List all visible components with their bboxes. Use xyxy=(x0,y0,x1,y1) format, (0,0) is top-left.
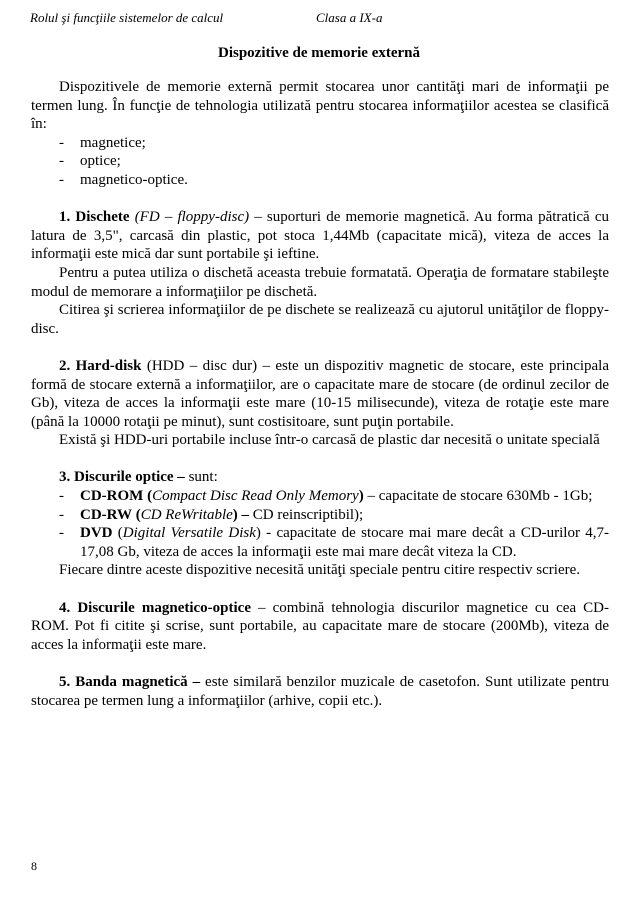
section-heading: Hard-disk xyxy=(75,357,142,374)
paragraph: Citirea şi scrierea informaţiilor de pe dischete se realizează cu ajutorul unităţilor de floppy-disc. xyxy=(31,302,609,337)
running-header-right: Clasa a IX-a xyxy=(316,10,383,25)
page-number: 8 xyxy=(31,859,37,873)
section-heading: Dischete xyxy=(75,209,130,226)
intro-paragraph: Dispozitivele de memorie externă permit stocarea unor cantităţi mari de informaţii pe termen lung. În funcţie de tehnologia utilizată pentru stocarea informaţiilor acestea se clasifică în: xyxy=(31,79,609,133)
section-number: 1. xyxy=(59,209,71,226)
page-body xyxy=(31,78,609,710)
section-number: 5. xyxy=(59,674,71,690)
section-magneto-optical: 4. Discurile magnetico-optice – combină tehnologia discurilor magnetice cu cea CD-ROM. Pot fi citite şi scrise, sunt portabile, au capacitate mare de stocare (200Mb), viteza de acces la informaţii este mare. xyxy=(31,599,610,653)
list-item: - magnetice; xyxy=(59,134,146,151)
list-item: - CD-ROM (Compact Disc Read Only Memory) – capacitate de stocare 630Mb - 1Gb; xyxy=(59,488,593,505)
list-item: - magnetico-optice. xyxy=(59,171,188,188)
section-number: 2. xyxy=(59,357,71,374)
section-number: 3. xyxy=(59,469,71,486)
running-header-left: Rolul şi funcţiile sistemelor de calcul xyxy=(30,10,224,25)
page-title: Dispozitive de memorie externă xyxy=(217,45,421,61)
section-optical: 3. Discurile optice – sunt: xyxy=(59,469,218,486)
list-item: - DVD (Digital Versatile Disk) - capacitate de stocare mai mare decât a CD-urilor 4,7-17,08 Gb, viteza de acces la informaţii este mai mare decât viteza la CD. xyxy=(59,525,610,560)
section-hard-disk: 2. Hard-disk (HDD – disc dur) – este un dispozitiv magnetic de stocare, este principala formă de stocare externă a informaţiilor, are o capacitate mare de stocare (de ordinul zecilor de Gb), viteza de acces la informaţii este mare (10-15 milisecunde), viteza de rotaţie este mare (până la 10000 rotaţii pe minut), sunt costisitoare, sunt puţin portabile. xyxy=(31,357,610,430)
section-heading: Discurile optice – xyxy=(74,469,185,486)
list-item: - optice; xyxy=(59,153,121,170)
section-abbreviation: (FD – floppy-disc) xyxy=(134,209,250,226)
list-item: - CD-RW (CD ReWritable) – CD reinscriptibil); xyxy=(59,506,364,523)
paragraph: Există şi HDD-uri portabile incluse într-o carcasă de plastic dar necesită o unitate specială xyxy=(59,432,600,449)
paragraph: Pentru a putea utiliza o dischetă aceasta trebuie formatată. Operaţia de formatare stabileşte modul de memorare a informaţiilor pe dischetă. xyxy=(31,264,609,300)
paragraph: Fiecare dintre aceste dispozitive necesită unităţi speciale pentru citire respectiv scriere. xyxy=(59,562,581,579)
section-heading: Banda magnetică – xyxy=(75,674,201,690)
section-magnetic-tape: 5. Banda magnetică – este similară benzilor muzicale de casetofon. Sunt utilizate pentru stocarea pe termen lung a informaţiilor (arhive, copii etc.). xyxy=(31,674,609,709)
section-heading: Discurile magnetico-optice xyxy=(77,599,251,616)
section-number: 4. xyxy=(59,599,71,616)
section-floppy: 1. Dischete (FD – floppy-disc) – suporturi de memorie magnetică. Au forma pătratică cu latura de 3,5", carcasă din plastic, pot stoca 1,44Mb (capacitate mică), viteza de acces la informaţii este mică dar sunt portabile şi ieftine. xyxy=(31,209,609,263)
